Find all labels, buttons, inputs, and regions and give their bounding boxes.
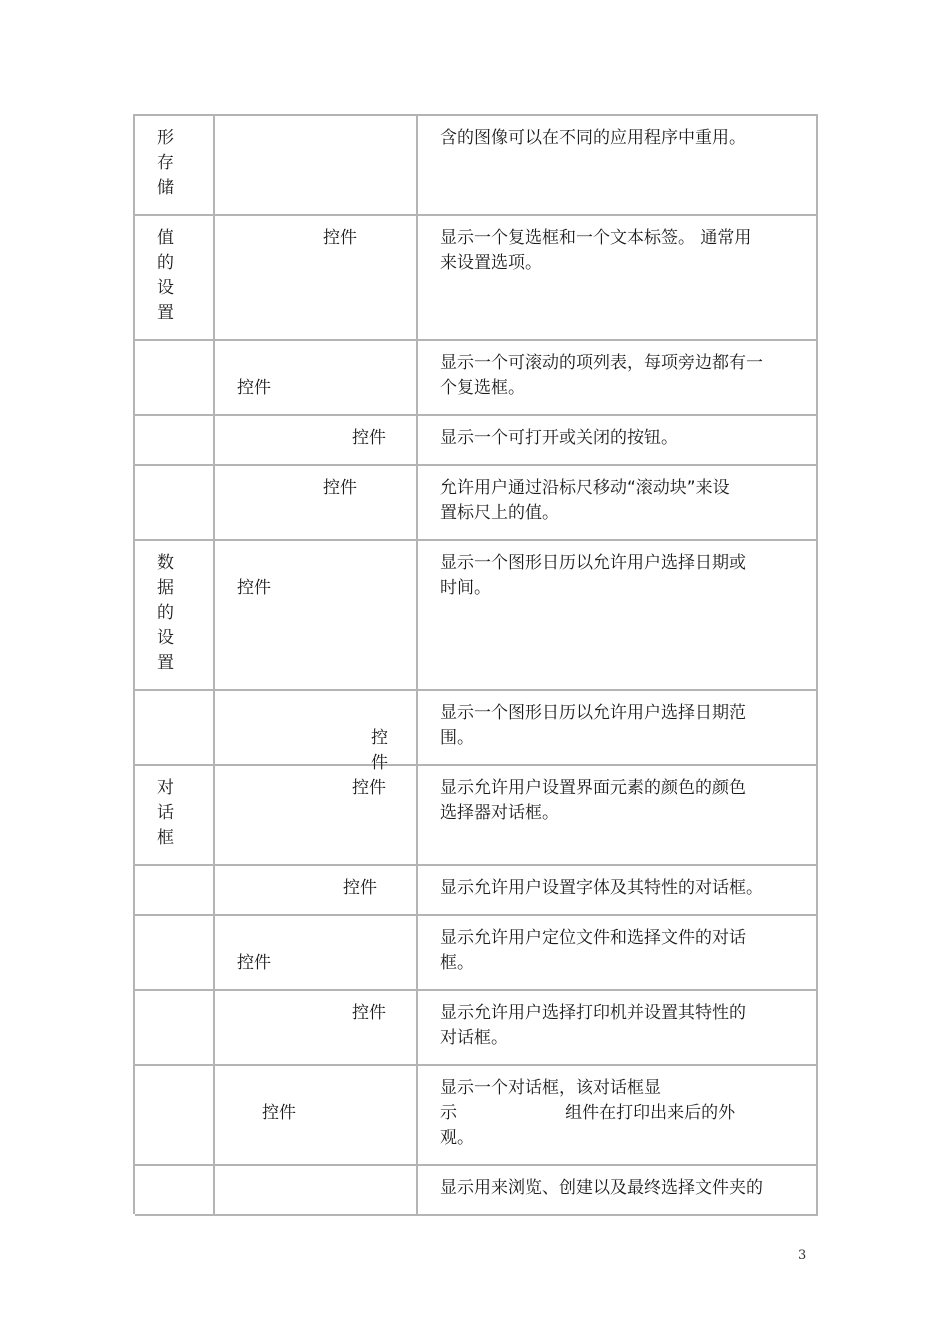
- control-cell: 控件: [352, 428, 386, 448]
- table-row: [135, 466, 818, 541]
- table-row: [135, 1066, 818, 1166]
- table-row: [135, 916, 818, 991]
- control-cell: 控件: [323, 478, 357, 498]
- category-cell: 值 的 设 置: [157, 228, 174, 323]
- description-cell: 显示用来浏览、创建以及最终选择文件夹的: [440, 1178, 763, 1198]
- table-row: [135, 541, 818, 691]
- category-cell: 对 话 框: [157, 778, 174, 848]
- table-row: [135, 991, 818, 1066]
- description-cell: 显示允许用户设置字体及其特性的对话框。: [440, 878, 763, 898]
- table-row: [135, 216, 818, 341]
- table-row: [135, 766, 818, 866]
- control-cell: 控件: [262, 1103, 296, 1123]
- controls-table: [133, 114, 818, 1214]
- table-row: [135, 866, 818, 916]
- table-row: [135, 341, 818, 416]
- description-cell: 显示一个图形日历以允许用户选择日期或 时间。: [440, 553, 746, 598]
- control-cell: 控件: [323, 228, 357, 248]
- description-cell: 显示一个对话框，该对话框显 示 组件在打印出来后的外 观。: [440, 1078, 736, 1148]
- description-cell: 含的图像可以在不同的应用程序中重用。: [440, 128, 746, 148]
- control-cell: 控件: [343, 878, 377, 898]
- control-cell: 控件: [352, 778, 386, 798]
- control-cell-text: 控 件: [371, 728, 388, 773]
- table-row: [135, 416, 818, 466]
- description-cell: 显示一个复选框和一个文本标签。 通常用 来设置选项。: [440, 228, 752, 273]
- category-cell: 形 存 储: [157, 128, 174, 198]
- description-cell: 显示一个可滚动的项列表，每项旁边都有一 个复选框。: [440, 353, 763, 398]
- category-cell: 数 据 的 设 置: [157, 553, 174, 673]
- control-cell: 控件: [237, 953, 271, 973]
- description-cell: 允许用户通过沿标尺移动“滚动块”来设 置标尺上的值。: [440, 478, 730, 523]
- control-cell: 控件: [237, 578, 271, 598]
- description-cell: 显示一个可打开或关闭的按钮。: [440, 428, 678, 448]
- description-cell: 显示允许用户定位文件和选择文件的对话 框。: [440, 928, 746, 973]
- control-cell: 控件: [352, 1003, 386, 1023]
- table-row: [135, 1166, 818, 1216]
- page-number: 3: [798, 1248, 807, 1263]
- description-cell: 显示允许用户选择打印机并设置其特性的 对话框。: [440, 1003, 746, 1048]
- description-cell: 显示允许用户设置界面元素的颜色的颜色 选择器对话框。: [440, 778, 746, 823]
- description-cell: 显示一个图形日历以允许用户选择日期范 围。: [440, 703, 746, 748]
- table-row: [135, 691, 818, 773]
- control-cell: 控件: [237, 378, 271, 398]
- table-row: [135, 116, 818, 216]
